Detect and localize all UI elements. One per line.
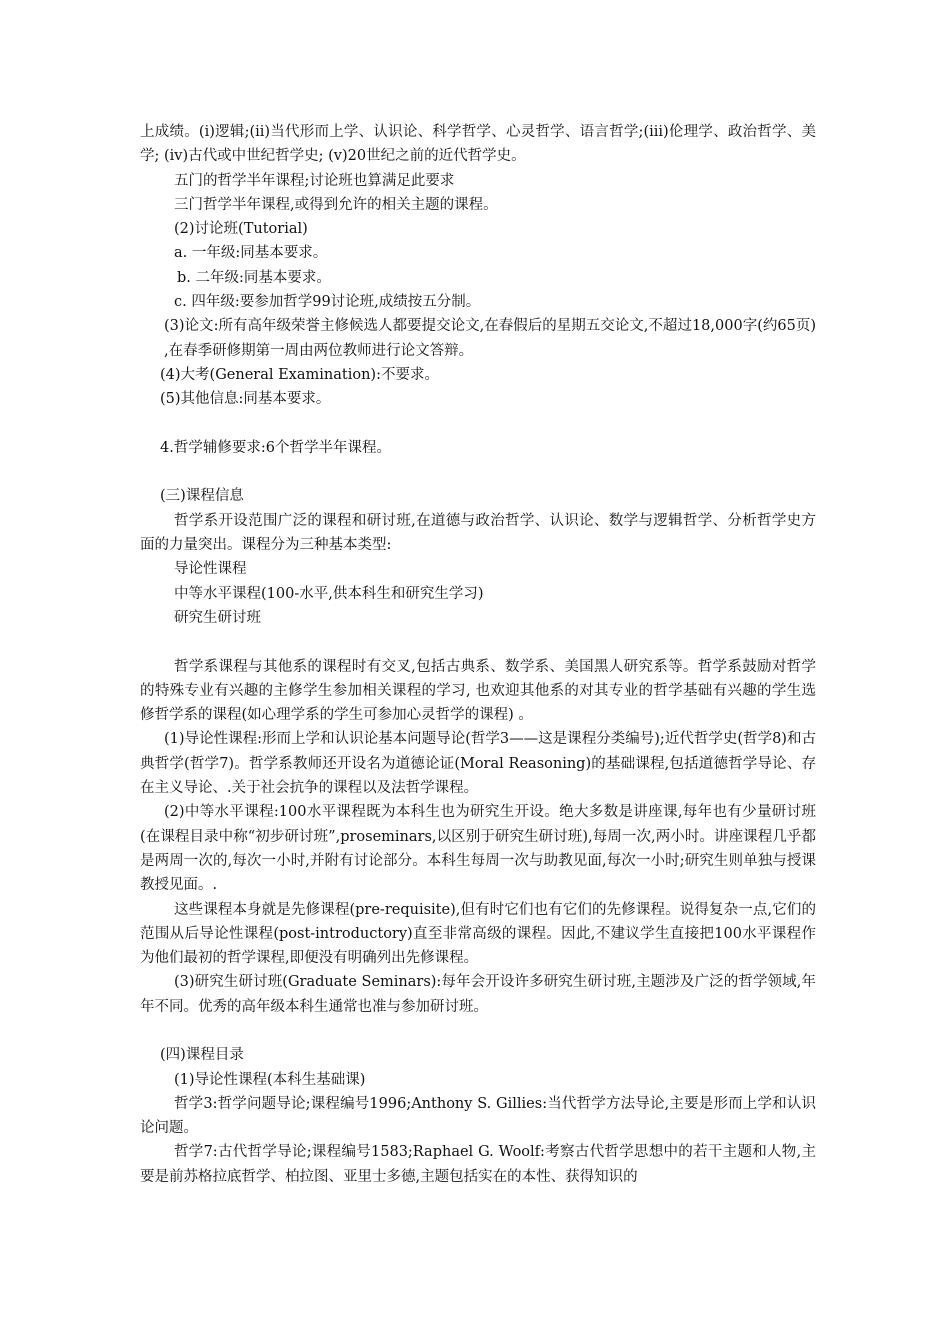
heading-tutorial: (2)讨论班(Tutorial) <box>174 221 308 238</box>
paragraph-other-info: (5)其他信息:同基本要求。 <box>160 391 331 408</box>
paragraph-cross-listing: 哲学系课程与其他系的课程时有交叉,包括古典系、数学系、美国黑人研究系等。哲学系鼓励对哲学的特殊专业有兴趣的主修学生参加相关课程的学习, 也欢迎其他系的对其专业的哲学基础有兴趣的学生选修哲学系的课程(如心理学系的学生可参加心灵哲学的课程) 。 <box>140 658 816 724</box>
spacer <box>140 630 816 654</box>
paragraph-subjects: 上成绩。(i)逻辑;(ii)当代形而上学、认识论、科学哲学、心灵哲学、语言哲学;(iii)伦理学、政治哲学、美学; (iv)古代或中世纪哲学史; (v)20世纪之前的近代哲学史。 <box>140 124 816 165</box>
list-item-second-year: b. 二年级:同基本要求。 <box>177 269 331 286</box>
list-item-intro-courses: 导论性课程 <box>174 561 247 578</box>
spacer <box>140 412 816 436</box>
paragraph-intermediate-courses: (2)中等水平课程:100水平课程既为本科生也为研究生开设。绝大多数是讲座课,每年也有少量研讨班(在课程目录中称“初步研讨班”,proseminars,以区别于研究生研讨班),每周一次,两小时。讲座课程几乎都是两周一次的,每次一小时,并附有讨论部分。本科生每周一次与助教见面,每次一小时;研究生则单独与授课教授见面。. <box>140 804 816 894</box>
list-item-intermediate-courses: 中等水平课程(100-水平,供本科生和研究生学习) <box>174 585 484 602</box>
paragraph-graduate-seminars: (3)研究生研讨班(Graduate Seminars):每年会开设许多研究生研讨班,主题涉及广泛的哲学领域,年年不同。优秀的高年级本科生通常也准与参加研讨班。 <box>140 974 816 1015</box>
heading-intro-courses-catalog: (1)导论性课程(本科生基础课) <box>174 1071 366 1088</box>
paragraph-thesis: (3)论文:所有高年级荣誉主修候选人都要提交论文,在春假后的星期五交论文,不超过18,000字(约65页) ,在春季研修期第一周由两位教师进行论文答辩。 <box>164 318 816 359</box>
list-item-fourth-year: c. 四年级:要参加哲学99讨论班,成绩按五分制。 <box>174 294 481 311</box>
document-body <box>140 120 816 1189</box>
paragraph-prerequisites: 这些课程本身就是先修课程(pre-requisite),但有时它们也有它们的先修课程。说得复杂一点,它们的范围从后导论性课程(post-introductory)直至非常高级的课程。因此,不建议学生直接把100水平课程作为他们最初的哲学课程,即便没有明确列出先修课程。 <box>140 901 816 967</box>
paragraph-intro-courses: (1)导论性课程:形而上学和认识论基本问题导论(哲学3——这是课程分类编号);近代哲学史(哲学8)和古典哲学(哲学7)。哲学系教师还开设名为道德论证(Moral Reasoning)的基础课程,包括道德哲学导论、存在主义导论、.关于社会抗争的课程以及法哲学课程。 <box>140 731 816 797</box>
spacer <box>140 460 816 484</box>
list-item-first-year: a. 一年级:同基本要求。 <box>174 245 328 262</box>
paragraph-department-overview: 哲学系开设范围广泛的课程和研讨班,在道德与政治哲学、认识论、数学与逻辑哲学、分析哲学史方面的力量突出。课程分为三种基本类型: <box>140 512 816 554</box>
paragraph-general-exam: (4)大考(General Examination):不要求。 <box>160 366 439 383</box>
heading-course-catalog: (四)课程目录 <box>160 1047 244 1064</box>
paragraph-three-courses: 三门哲学半年课程,或得到允许的相关主题的课程。 <box>174 196 498 213</box>
paragraph-five-courses: 五门的哲学半年课程;讨论班也算满足此要求 <box>174 172 455 189</box>
heading-course-info: (三)课程信息 <box>160 488 244 505</box>
heading-minor-requirements: 4.哲学辅修要求:6个哲学半年课程。 <box>160 439 391 456</box>
paragraph-philosophy-3: 哲学3:哲学问题导论;课程编号1996;Anthony S. Gillies:当代哲学方法导论,主要是形而上学和认识论问题。 <box>140 1095 816 1137</box>
list-item-graduate-seminars: 研究生研讨班 <box>174 609 261 626</box>
spacer <box>140 1019 816 1043</box>
paragraph-philosophy-7: 哲学7:古代哲学导论;课程编号1583;Raphael G. Woolf:考察古代哲学思想中的若干主题和人物,主要是前苏格拉底哲学、柏拉图、亚里士多德,主题包括实在的本性、获得知识的 <box>140 1144 816 1185</box>
